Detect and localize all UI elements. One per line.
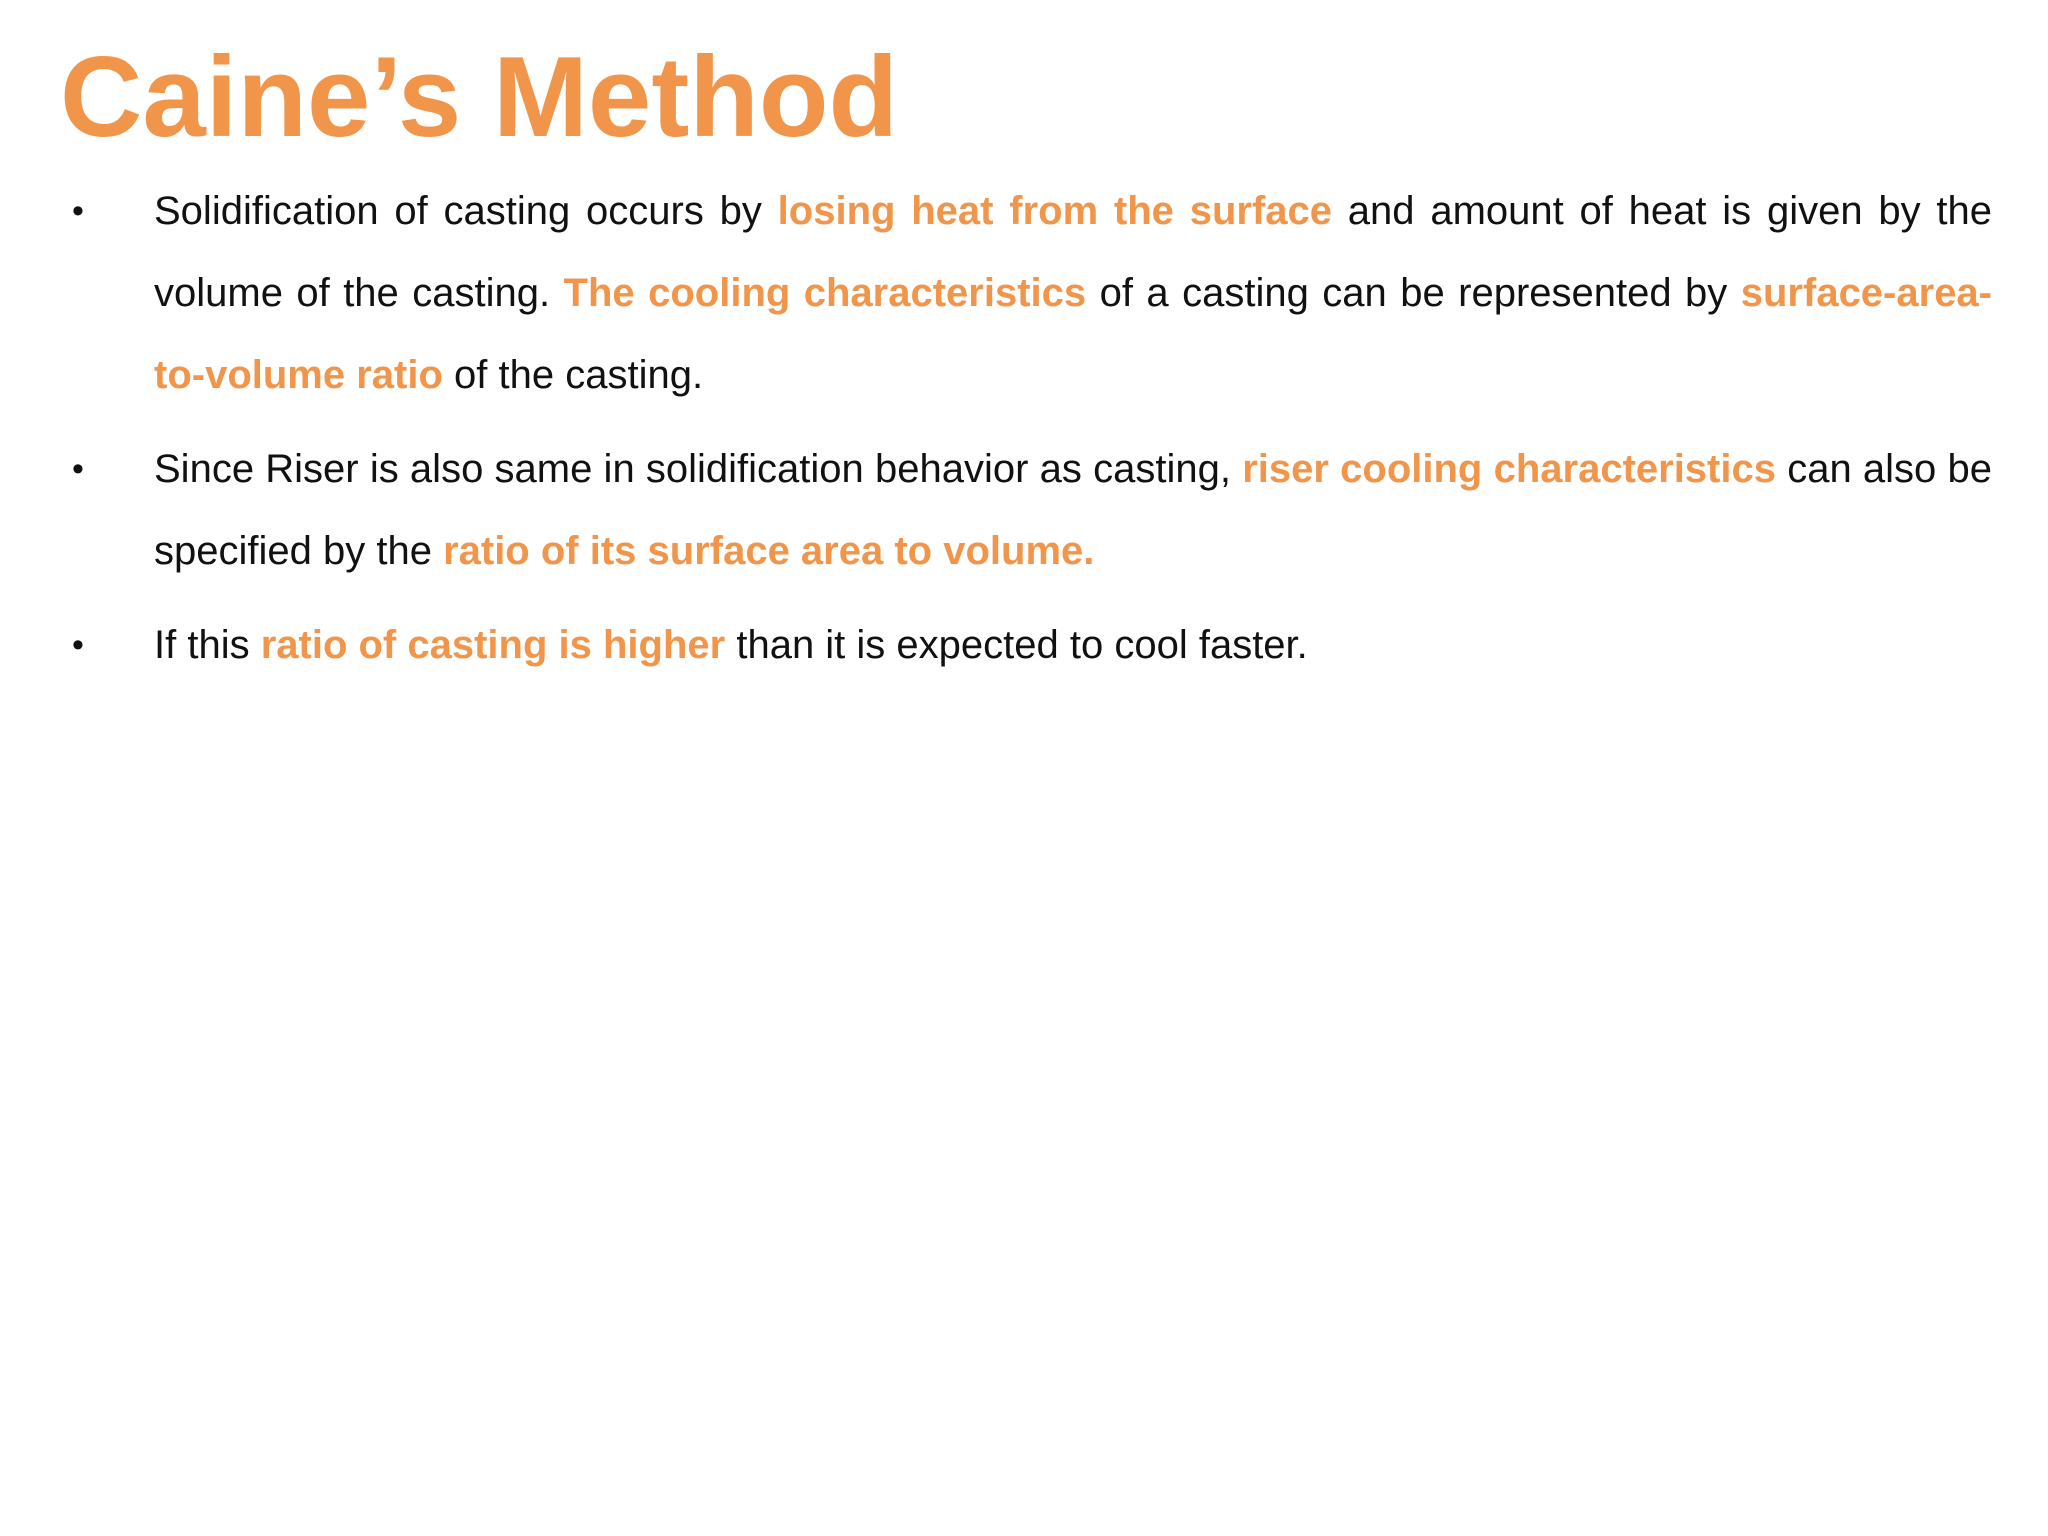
bullet-text-segment: Solidification of casting occurs by — [154, 189, 778, 233]
bullet-text-segment: If this — [154, 623, 261, 667]
bullet-text-segment: than it is expected to cool faster. — [725, 623, 1308, 667]
highlighted-phrase: ratio of its surface area to volume. — [443, 529, 1095, 573]
bullet-icon: • — [72, 450, 84, 488]
bullet-item-1 — [72, 170, 1992, 416]
highlighted-phrase: riser cooling characteristics — [1242, 447, 1776, 491]
bullet-text-segment: and amount of heat is given by the volume of the casting. — [154, 189, 1993, 315]
highlighted-phrase: The cooling characteristics — [563, 271, 1087, 315]
bullet-text-segment: of the casting. — [442, 353, 704, 397]
bullet-icon: • — [72, 626, 84, 664]
slide-title: Caine’s Method — [60, 34, 899, 161]
bullet-text-segment: of a casting can be represented by — [1086, 271, 1741, 315]
highlighted-phrase: surface-area-to-volume ratio — [154, 271, 1992, 397]
bullet-text-segment: can also be specified by the — [154, 447, 1992, 573]
bullet-list — [72, 170, 1992, 698]
bullet-text-segment: Since Riser is also same in solidification behavior as casting, — [154, 447, 1243, 491]
bullet-item-2 — [72, 428, 1992, 592]
highlighted-phrase: ratio of casting is higher — [260, 623, 726, 667]
bullet-item-3 — [72, 604, 1992, 686]
bullet-icon: • — [72, 192, 84, 230]
highlighted-phrase: losing heat from the surface — [777, 189, 1333, 233]
